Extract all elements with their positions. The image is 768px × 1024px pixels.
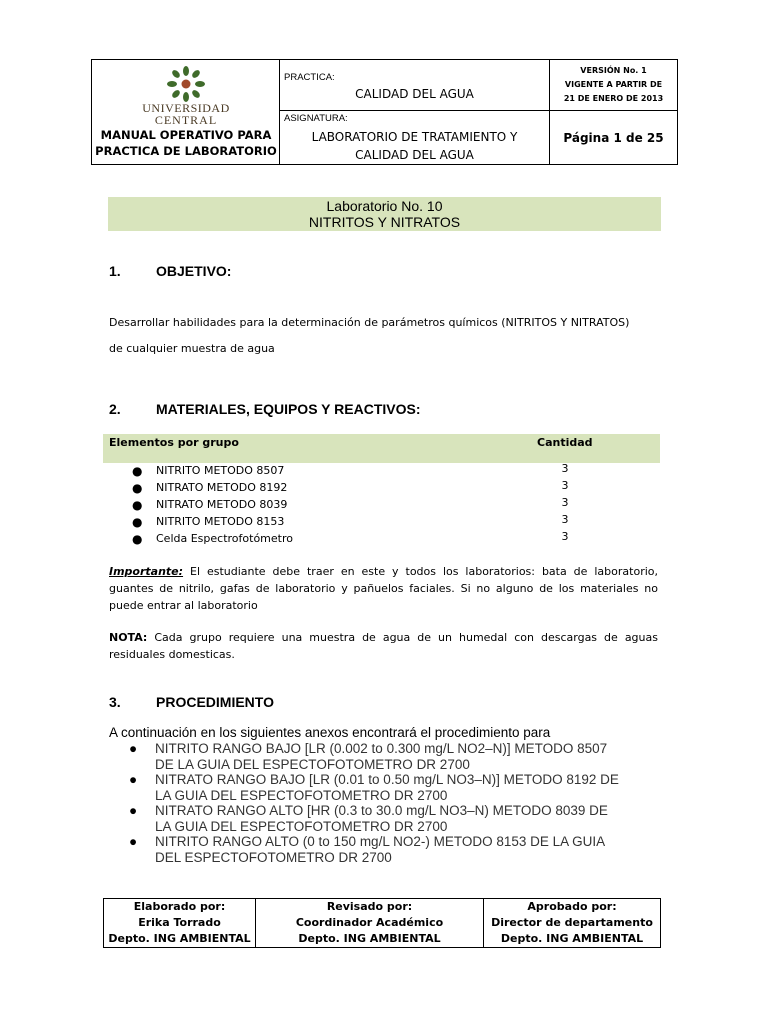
proc-line2: DE LA GUIA DEL ESPECTOFOTOMETRO DR 2700: [155, 756, 470, 772]
elaborado-name: Erika Torrado: [138, 916, 221, 929]
procedimiento-list: [129, 741, 659, 865]
list-item: [129, 772, 659, 803]
section-title: OBJETIVO:: [156, 263, 232, 279]
bullet-icon: ●: [132, 515, 143, 529]
lab-title-band: [108, 197, 661, 231]
bullet-icon: ●: [132, 498, 143, 512]
aprobado-cell: [484, 899, 660, 947]
logo-emblem-icon: [166, 66, 206, 102]
material-name: Celda Espectrofotómetro: [156, 532, 293, 545]
list-item: [132, 514, 452, 531]
practica-cell: [280, 60, 550, 111]
aprobado-label: Aprobado por:: [527, 900, 617, 913]
material-qty: 3: [561, 496, 569, 509]
asignatura-value-line1: LABORATORIO DE TRATAMIENTO Y: [311, 130, 518, 144]
asignatura-value: [280, 128, 549, 164]
procedimiento-intro: A continuación en los siguientes anexos encontrará el procedimiento para: [109, 725, 551, 740]
aprobado-dept: Depto. ING AMBIENTAL: [500, 932, 644, 945]
list-item: [129, 834, 659, 865]
bullet-icon: ●: [129, 803, 138, 818]
manual-title-line1: MANUAL OPERATIVO PARA: [100, 128, 272, 142]
importante-label: Importante:: [109, 565, 184, 578]
asignatura-value-line2: CALIDAD DEL AGUA: [355, 148, 474, 162]
material-qty: 3: [561, 513, 569, 526]
proc-line2: LA GUIA DEL ESPECTOFOTOMETRO DR 2700: [155, 818, 448, 834]
revisado-name: Coordinador Académico: [295, 916, 444, 929]
aprobado-name: Director de departamento: [491, 916, 653, 929]
document-header-table: [91, 59, 678, 165]
materials-list: [132, 463, 452, 548]
asignatura-cell: [280, 111, 550, 164]
list-item: [132, 463, 452, 480]
revisado-label: Revisado por:: [326, 900, 413, 913]
manual-title: [92, 127, 280, 159]
logo-cell: [92, 60, 280, 164]
material-name: NITRITO METODO 8507: [156, 464, 285, 477]
list-item: [129, 741, 659, 772]
proc-line1: NITRATO RANGO ALTO [HR (0.3 to 30.0 mg/L NO3–N) METODO 8039 DE: [155, 803, 608, 818]
vigente-line1: VIGENTE A PARTIR DE: [564, 80, 663, 89]
lab-title: NITRITOS Y NITRATOS: [308, 214, 461, 230]
page-number: Página 1 de 25: [563, 131, 664, 145]
material-qty: 3: [561, 479, 569, 492]
material-name: NITRATO METODO 8192: [156, 481, 288, 494]
material-name: NITRITO METODO 8153: [156, 515, 285, 528]
bullet-icon: ●: [132, 481, 143, 495]
list-item: [132, 497, 452, 514]
logo-text-line1: UNIVERSIDAD: [142, 101, 230, 115]
practica-value: CALIDAD DEL AGUA: [355, 87, 474, 101]
bullet-icon: ●: [129, 834, 138, 849]
section-title: PROCEDIMIENTO: [156, 694, 274, 710]
proc-line1: NITRITO RANGO BAJO [LR (0.002 to 0.300 mg/L NO2–N)] METODO 8507: [155, 741, 608, 756]
col-group-header: Elementos por grupo: [109, 436, 239, 449]
section-procedimiento-heading: [109, 694, 274, 710]
asignatura-label: ASIGNATURA:: [284, 113, 348, 124]
proc-line2: LA GUIA DEL ESPECTOFOTOMETRO DR 2700: [155, 787, 448, 803]
section-number: 1.: [109, 263, 121, 279]
list-item: [132, 531, 452, 548]
quantity-list: [558, 461, 572, 546]
bullet-icon: ●: [132, 532, 143, 546]
section-title: MATERIALES, EQUIPOS Y REACTIVOS:: [156, 401, 421, 417]
section-number: 2.: [109, 401, 121, 417]
nota-paragraph: [109, 629, 658, 663]
bullet-icon: ●: [129, 772, 138, 787]
list-item: [132, 480, 452, 497]
approval-footer-table: [103, 898, 661, 948]
manual-title-line2: PRACTICA DE LABORATORIO: [95, 144, 277, 158]
col-qty-header: Cantidad: [537, 436, 593, 449]
logo-text-line2: CENTRAL: [154, 113, 218, 127]
materials-table-header: [103, 434, 660, 463]
university-logo: [92, 66, 280, 128]
objetivo-line2: de cualquier muestra de agua: [109, 342, 275, 355]
lab-number: Laboratorio No. 10: [326, 198, 443, 214]
importante-text: El estudiante debe traer en este y todos los laboratorios: bata de laboratorio, guantes de nitrilo, gafas de laboratorio y pañuelos faciales. Si no alguno de los materiales no puede entrar al laboratorio: [109, 565, 658, 612]
vigente-line2: 21 DE ENERO DE 2013: [563, 94, 664, 103]
material-qty: 3: [561, 530, 569, 543]
list-item: [129, 803, 659, 834]
importante-paragraph: [109, 563, 658, 614]
version-block: [550, 64, 677, 106]
section-materiales-heading: [109, 401, 420, 417]
material-qty: 3: [561, 462, 569, 475]
proc-line2: DEL ESPECTOFOTOMETRO DR 2700: [155, 849, 392, 865]
nota-text: Cada grupo requiere una muestra de agua de un humedal con descargas de aguas residuales domesticas.: [109, 631, 658, 661]
revisado-dept: Depto. ING AMBIENTAL: [298, 932, 441, 945]
objetivo-paragraph: [109, 310, 658, 362]
version-text: VERSIÓN No. 1: [580, 66, 647, 75]
practica-label: PRACTICA:: [284, 72, 335, 83]
proc-line1: NITRATO RANGO BAJO [LR (0.01 to 0.50 mg/L NO3–N)] METODO 8192 DE: [155, 772, 619, 787]
nota-label: NOTA:: [109, 631, 148, 644]
section-number: 3.: [109, 694, 121, 710]
material-name: NITRATO METODO 8039: [156, 498, 288, 511]
bullet-icon: ●: [129, 741, 138, 756]
revisado-cell: [256, 899, 484, 947]
bullet-icon: ●: [132, 464, 143, 478]
elaborado-label: Elaborado por:: [133, 900, 226, 913]
section-objetivo-heading: [109, 263, 231, 279]
objetivo-line1: Desarrollar habilidades para la determinación de parámetros químicos (NITRITOS Y NITRATOS): [109, 316, 630, 329]
version-cell: [550, 60, 677, 111]
elaborado-dept: Depto. ING AMBIENTAL: [108, 932, 251, 945]
elaborado-cell: [104, 899, 256, 947]
page-cell: [550, 111, 677, 164]
proc-line1: NITRITO RANGO ALTO (0 to 150 mg/L NO2-) METODO 8153 DE LA GUIA: [155, 834, 606, 849]
